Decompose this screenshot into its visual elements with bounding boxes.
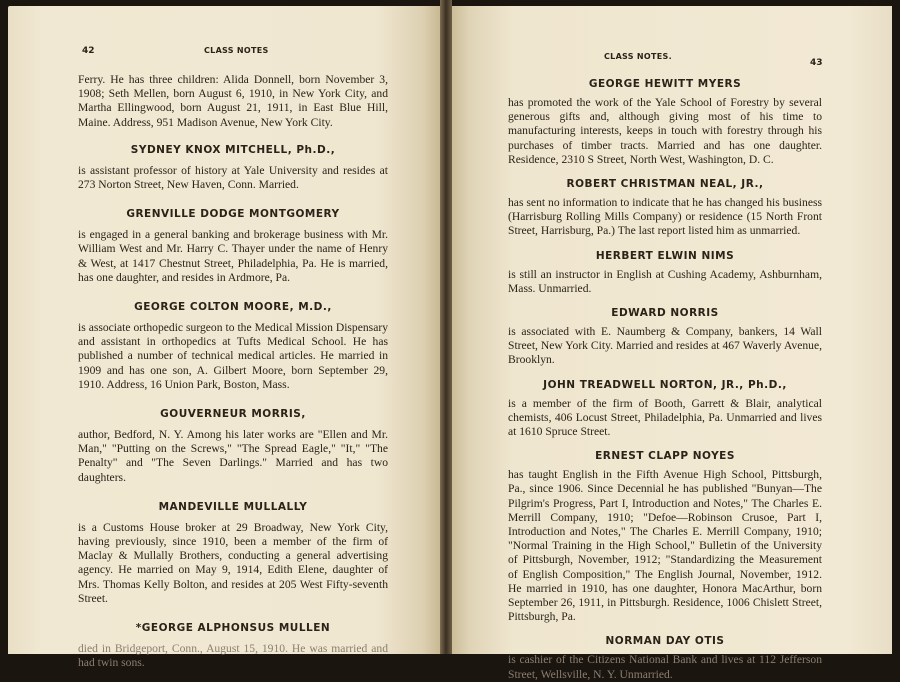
entry-text: is engaged in a general banking and brokerage business with Mr. William West and Mr. Harry C. Thayer under the name of Henry & West, at 1417 Chestnut Street, Philadelphia, Pa. He is married, has one daughter, and resides in Ardmore, Pa.	[78, 228, 388, 284]
entry-text: is assistant professor of history at Yale University and resides at 273 Norton Street, New Haven, Conn. Married.	[78, 163, 388, 192]
continuation-text: Ferry. He has three children: Alida Donnell, born November 3, 1908; Seth Mellen, born August 6, 1910, in New York City, and Martha Ellingwood, born August 21, 1911, in East Blue Hill, Maine. Address, 951 Madison Avenue, New York City.	[78, 73, 388, 129]
entry-text: is a Customs House broker at 29 Broadway, New York City, having previously, since 1910, been a member of the firm of Maclay & Mullally Brothers, conducting a general advertising agency. He married on May 9, 1914, Edith Elene, daughter of Mrs. Thomas Kelly Bolton, and resides at 205 West Fifty-seventh Street.	[78, 520, 388, 605]
right-content	[508, 78, 822, 682]
entry-text: has taught English in the Fifth Avenue High School, Pittsburgh, Pa., since 1906. Since Decennial he has published "Bunyan—The Pilgrim's Progress, Part I, Introduction and Notes," The Charles E. Merrill Company, 1910; "Defoe—Robinson Crusoe, Part I, Introduction and Notes," The Charles E. Merrill Company, 1910; "Normal Training in the High School," Bulletin of the University of Pittsburgh, November, 1912; "Standardizing the Measurement of English Composition," The English Journal, November, 1912. He married in 1910, has one daughter, Honora MacArthur, born September 26, 1911, in Pittsburgh. Residence, 1006 Chislett Street, Pittsburgh, Pa.	[508, 468, 822, 624]
entry-heading: SYDNEY KNOX MITCHELL, Ph.D.,	[130, 143, 336, 156]
entry-text: has sent no information to indicate that he has changed his business (Harrisburg Rolling Mills Company) or residence (15 North Front Street, Harrisburg, Pa.) The last report listed him as unmarried.	[508, 196, 822, 238]
entry-heading: MANDEVILLE MULLALLY	[158, 500, 308, 513]
entry-heading: GOUVERNEUR MORRIS,	[160, 408, 306, 421]
page-number: 42	[82, 46, 95, 56]
running-head: CLASS NOTES.	[604, 52, 672, 61]
entry-text: is still an instructor in English at Cushing Academy, Ashburnham, Mass. Unmarried.	[508, 267, 822, 295]
running-head: CLASS NOTES	[204, 46, 269, 55]
entry-heading: HERBERT ELWIN NIMS	[595, 249, 735, 262]
entry-heading: GEORGE HEWITT MYERS	[588, 78, 742, 90]
entry-text: is cashier of the Citizens National Bank and lives at 112 Jefferson Street, Wellsville, N. Y. Unmarried.	[508, 653, 822, 681]
entry-text: is associated with E. Naumberg & Company, bankers, 14 Wall Street, New York City. Married and resides at 467 Waverly Avenue, Brooklyn.	[508, 325, 822, 367]
entry-heading: GRENVILLE DODGE MONTGOMERY	[126, 208, 340, 221]
entry-heading: NORMAN DAY OTIS	[605, 635, 725, 648]
entry-heading: GEORGE COLTON MOORE, M.D.,	[134, 301, 332, 314]
entry-text: is associate orthopedic surgeon to the Medical Mission Dispensary and assistant in orthopedics at Tufts Medical School. He has published a number of technical medical articles. He married in 1909 and has one son, A. Gilbert Moore, born September 29, 1910. Address, 16 Union Park, Boston, Mass.	[78, 321, 388, 391]
entry-text: has promoted the work of the Yale School of Forestry by several generous gifts and, although giving most of his time to manufacturing interests, keeps in touch with forestry through his purchases of timber tracts. Married and has one daughter. Residence, 2310 S Street, North West, Washington, D. C.	[508, 96, 822, 166]
entry-text: is a member of the firm of Booth, Garrett & Blair, analytical chemists, 406 Locust Street, Philadelphia, Pa. Unmarried and lives at 1610 Spruce Street.	[508, 396, 822, 439]
entry-heading: ERNEST CLAPP NOYES	[595, 450, 735, 463]
entry-heading: JOHN TREADWELL NORTON, JR., Ph.D.,	[543, 378, 787, 391]
right-page	[452, 6, 892, 681]
page-number: 43	[810, 58, 823, 68]
entry-text: died in Bridgeport, Conn., August 15, 1910. He was married and had twin sons.	[78, 642, 388, 670]
entry-text: author, Bedford, N. Y. Among his later works are "Ellen and Mr. Man," "Putting on the Screws," "The Spread Eagle," "It," "The Penalty" and "The Seven Darlings." Married and has two daughters.	[78, 428, 388, 484]
left-page	[8, 6, 440, 670]
book-gutter	[440, 0, 452, 654]
entry-heading: ROBERT CHRISTMAN NEAL, JR.,	[566, 178, 764, 191]
left-content	[78, 73, 388, 670]
entry-heading: *GEORGE ALPHONSUS MULLEN	[135, 622, 331, 635]
entry-heading: EDWARD NORRIS	[611, 307, 719, 320]
